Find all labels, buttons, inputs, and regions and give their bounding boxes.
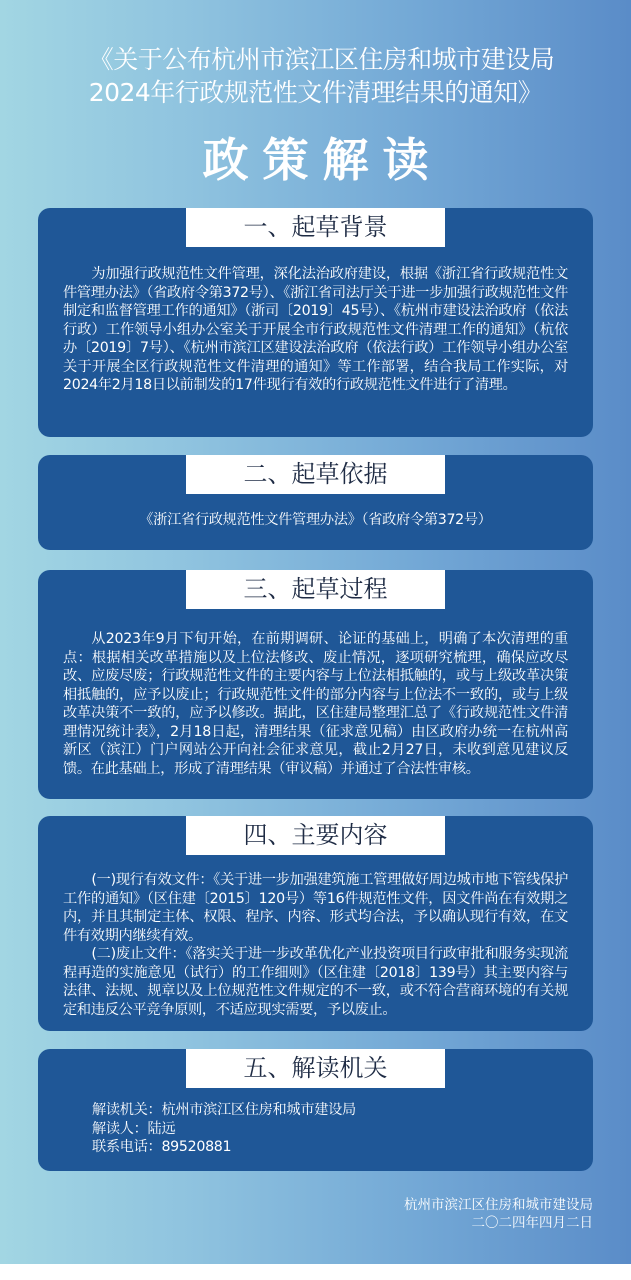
section-heading: 三、起草过程 — [186, 570, 445, 609]
section-heading: 五、解读机关 — [186, 1049, 445, 1088]
section-body — [63, 630, 568, 778]
section-body — [63, 265, 568, 395]
section-card-background — [38, 208, 593, 437]
section-paragraph: 为加强行政规范性文件管理，深化法治政府建设，根据《浙江省行政规范性文件管理办法》（省政府令第372号）、《浙江省司法厅关于进一步加强行政规范性文件制定和监督管理工作的通知》（浙司〔2019〕45号）、《杭州市建设法治政府（依法行政）工作领导小组办公室关于开展全市行政规范性文件清理工作的通知》（杭依办〔2019〕7号）、《杭州市滨江区建设法治政府（依法行政）工作领导小组办公室关于开展全区行政规范性文件清理的通知》等工作部署，结合我局工作实际，对2024年2月18日以前制发的17件现行有效的行政规范性文件进行了清理。 — [63, 266, 568, 393]
section-body — [63, 511, 568, 530]
section-paragraph: (一)现行有效文件：《关于进一步加强建筑施工管理做好周边城市地下管线保护工作的通知》（区住建〔2015〕120号）等16件规范性文件，因文件尚在有效期之内，并且其制定主体、权限、程序、内容、形式均合法，予以确认现行有效，在文件有效期内继续有效。 — [63, 872, 568, 944]
issue-date: 二〇二四年四月二日 — [471, 1215, 593, 1231]
interpreting-agency: 解读机关：杭州市滨江区住房和城市建设局 — [92, 1102, 356, 1118]
document-title-line1: 《关于公布杭州市滨江区住房和城市建设局 — [88, 45, 555, 74]
section-heading: 二、起草依据 — [186, 455, 445, 494]
contact-phone: 联系电话：89520881 — [92, 1139, 232, 1155]
section-body — [92, 1101, 568, 1157]
signature-block — [404, 1196, 593, 1232]
policy-interpretation-headline: 政策解读 — [202, 133, 443, 187]
section-paragraph: (二)废止文件：《落实关于进一步改革优化产业投资项目行政审批和服务实现流程再造的实施意见（试行）的工作细则》（区住建〔2018〕139号）其主要内容与法律、法规、规章以及上位规范性文件规定的不一致，或不符合营商环境的有关规定和违反公平竞争原则，不适应现实需要，予以废止。 — [63, 946, 568, 1018]
document-title-line2: 2024年行政规范性文件清理结果的通知》 — [88, 78, 543, 107]
issuer-name: 杭州市滨江区住房和城市建设局 — [404, 1197, 593, 1213]
section-heading: 四、主要内容 — [186, 816, 445, 855]
section-paragraph: 从2023年9月下旬开始，在前期调研、论证的基础上，明确了本次清理的重点：根据相关改革措施以及上位法修改、废止情况，逐项研究梳理，确保应改尽改、应废尽废；行政规范性文件的主要内容与上位法相抵触的，或与上级改革决策相抵触的，应予以废止；行政规范性文件的部分内容与上位法不一致的，或与上级改革决策不一致的，应予以修改。据此，区住建局整理汇总了《行政规范性文件清理情况统计表》，2月18日起，清理结果（征求意见稿）由区政府办统一在杭州高新区（滨江）门户网站公开向社会征求意见，截止2月27日，未收到意见建议反馈。在此基础上，形成了清理结果（审议稿）并通过了合法性审核。 — [63, 631, 568, 777]
section-body — [63, 871, 568, 1019]
interpreter-name: 解读人：陆远 — [92, 1120, 176, 1137]
section-card-process — [38, 570, 593, 799]
section-card-main-content — [38, 816, 593, 1031]
section-card-interpreting-agency — [38, 1049, 593, 1171]
section-card-basis — [38, 455, 593, 550]
section-heading: 一、起草背景 — [186, 208, 445, 247]
section-paragraph: 《浙江省行政规范性文件管理办法》（省政府令第372号） — [139, 512, 492, 528]
